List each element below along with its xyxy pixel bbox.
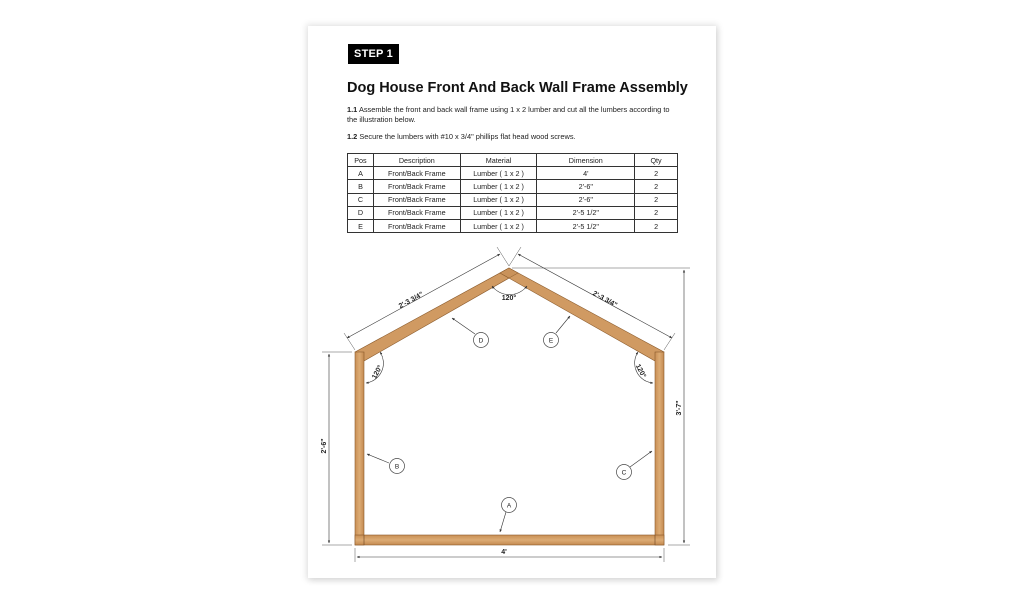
svg-text:D: D	[478, 337, 484, 345]
dim-rafter-right: 2'-3 3/4"	[591, 290, 619, 310]
dim-total-height: 3'-7"	[676, 400, 683, 416]
instruction-number: 1.2	[347, 132, 358, 141]
svg-text:B: B	[394, 463, 400, 471]
cell-description: Front/Back Frame	[373, 167, 460, 180]
callout-c	[617, 451, 653, 480]
cell-qty: 2	[635, 193, 678, 206]
col-header-dimension: Dimension	[537, 154, 635, 167]
wall-b	[355, 352, 364, 545]
dim-wall-height: 2'-6"	[321, 438, 328, 454]
cell-dimension: 2'-5 1/2"	[537, 206, 635, 219]
callout-b	[367, 454, 405, 474]
cell-material: Lumber ( 1 x 2 )	[460, 167, 537, 180]
cell-pos: A	[348, 167, 374, 180]
cell-qty: 2	[635, 167, 678, 180]
cell-qty: 2	[635, 219, 678, 232]
rafter-d	[355, 268, 518, 361]
cell-description: Front/Back Frame	[373, 219, 460, 232]
peak-angle-arc	[492, 286, 527, 295]
cell-qty: 2	[635, 206, 678, 219]
col-header-qty: Qty	[635, 154, 678, 167]
cell-qty: 2	[635, 180, 678, 193]
svg-text:C: C	[621, 469, 627, 477]
cell-pos: D	[348, 206, 374, 219]
base-a	[355, 535, 664, 545]
instruction-text: Secure the lumbers with #10 x 3/4" phillips flat head wood screws.	[359, 132, 576, 141]
callout-a	[500, 498, 517, 533]
cell-material: Lumber ( 1 x 2 )	[460, 206, 537, 219]
callout-d	[452, 318, 489, 348]
col-header-description: Description	[373, 154, 460, 167]
rafter-e	[500, 268, 664, 361]
step-badge: STEP 1	[348, 44, 399, 64]
col-header-material: Material	[460, 154, 537, 167]
svg-text:E: E	[548, 337, 554, 345]
col-header-pos: Pos	[348, 154, 374, 167]
angle-peak: 120°	[501, 295, 517, 302]
cell-description: Front/Back Frame	[373, 206, 460, 219]
instruction-number: 1.1	[347, 105, 358, 114]
cell-dimension: 4'	[537, 167, 635, 180]
cell-description: Front/Back Frame	[373, 193, 460, 206]
cell-material: Lumber ( 1 x 2 )	[460, 193, 537, 206]
wall-c	[655, 352, 664, 545]
callout-e	[544, 316, 571, 348]
cell-pos: E	[348, 219, 374, 232]
svg-text:A: A	[506, 502, 512, 510]
angle-right-eave: 120°	[633, 363, 647, 380]
cell-material: Lumber ( 1 x 2 )	[460, 219, 537, 232]
cell-pos: C	[348, 193, 374, 206]
cell-dimension: 2'-6"	[537, 193, 635, 206]
cell-dimension: 2'-5 1/2"	[537, 219, 635, 232]
page-title: Dog House Front And Back Wall Frame Assembly	[347, 80, 688, 96]
cell-material: Lumber ( 1 x 2 )	[460, 180, 537, 193]
cell-pos: B	[348, 180, 374, 193]
dim-rafter-left: 2'-3 3/4"	[397, 291, 425, 311]
angle-left-eave: 120°	[371, 364, 385, 381]
cell-description: Front/Back Frame	[373, 180, 460, 193]
instruction-text: Assemble the front and back wall frame using 1 x 2 lumber and cut all the lumbers according to the illustration below.	[347, 105, 670, 124]
cell-dimension: 2'-6"	[537, 180, 635, 193]
dim-base-width: 4'	[501, 549, 507, 556]
